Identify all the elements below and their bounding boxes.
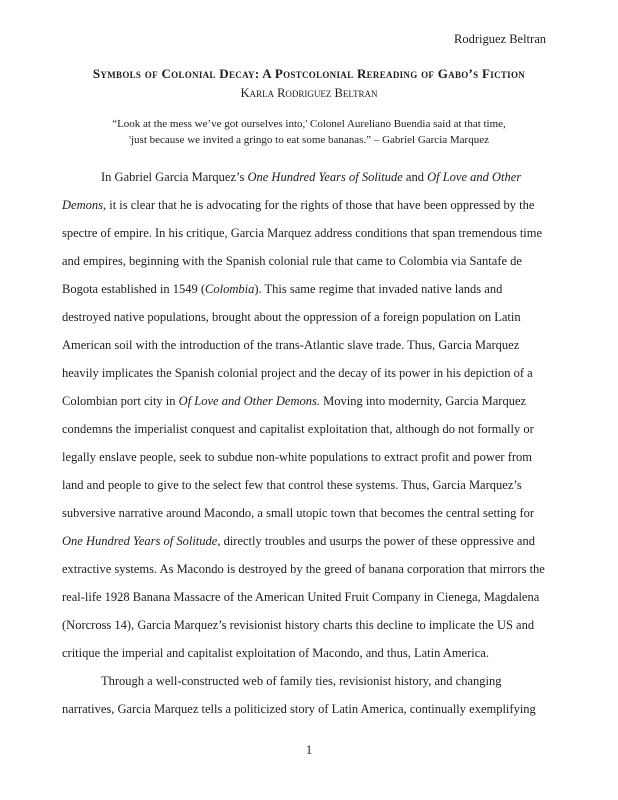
body-line [62, 583, 562, 611]
body-line [62, 219, 562, 247]
body-text-segment: extractive systems. As Macondo is destroyed by the greed of banana corporation that mirrors the [62, 562, 545, 576]
body-line [62, 527, 562, 555]
body-text-segment: Moving into modernity, Garcia Marquez [319, 394, 527, 408]
body-line [62, 695, 562, 723]
body-line [62, 331, 562, 359]
body-text-segment: subversive narrative around Macondo, a small utopic town that becomes the central setting for [62, 506, 535, 520]
body-line [62, 611, 562, 639]
body-line [62, 387, 562, 415]
body-text-segment: and [402, 170, 428, 184]
body-line [62, 247, 562, 275]
italic-text: Demons [62, 198, 103, 212]
body-text-segment: Colombian port city in [62, 394, 179, 408]
body-line [62, 639, 562, 667]
body-text-segment: heavily implicates the Spanish colonial project and the decay of its power in his depiction of a [62, 366, 533, 380]
body-line [62, 555, 562, 583]
body-text-segment: legally enslave people, seek to subdue non-white populations to extract profit and power from [62, 450, 533, 464]
body-text-segment: , it is clear that he is advocating for the rights of those that have been oppressed by the [102, 198, 535, 212]
body-line [62, 415, 562, 443]
body-text [62, 163, 562, 723]
body-text-segment: condemns the imperialist conquest and capitalist exploitation that, although do not formally or [62, 422, 534, 436]
body-text-segment: critique the imperial and capitalist exploitation of Macondo, and thus, Latin America. [62, 646, 489, 660]
body-text-segment: directly troubles and usurps the power of these oppressive and [220, 534, 535, 548]
body-line [62, 443, 562, 471]
body-text-segment: land and people to give to the select few that control these systems. Thus, Garcia Marquez’s [62, 478, 522, 492]
author-byline: Karla Rodriguez Beltran [240, 86, 378, 100]
body-text-segment: In Gabriel Garcia Marquez’s [101, 170, 248, 184]
body-line [62, 471, 562, 499]
italic-text: Colombia [205, 282, 255, 296]
epigraph [0, 117, 618, 148]
body-text-segment: Bogota established in 1549 ( [62, 282, 206, 296]
body-line [62, 667, 562, 695]
body-text-segment: spectre of empire. In his critique, Garcia Marquez address conditions that span tremendous time [62, 226, 543, 240]
body-line [62, 303, 562, 331]
italic-text: Of Love and Other [427, 170, 522, 184]
body-line [62, 275, 562, 303]
italic-text: One Hundred Years of Solitude [247, 170, 403, 184]
body-text-segment: and empires, beginning with the Spanish colonial rule that came to Colombia via Santafe de [62, 254, 522, 268]
body-line [62, 499, 562, 527]
italic-text: Of Love and Other Demons. [178, 394, 320, 408]
body-line [62, 163, 562, 191]
epigraph-line-1: “Look at the mess we’ve got ourselves into,' Colonel Aureliano Buendia said at that time, [112, 118, 506, 130]
paper-title: Symbols of Colonial Decay: A Postcolonial Rereading of Gabo’s Fiction [92, 66, 526, 81]
body-text-segment: American soil with the introduction of the trans-Atlantic slave trade. Thus, Garcia Marquez [62, 338, 520, 352]
body-text-segment: (Norcross 14), Garcia Marquez’s revisionist history charts this decline to implicate the US and [62, 618, 535, 632]
body-line [62, 359, 562, 387]
running-header-author: Rodriguez Beltran [454, 32, 546, 46]
body-text-segment: destroyed native populations, brought about the oppression of a foreign population on Latin [62, 310, 521, 324]
page-number: 1 [305, 743, 313, 757]
epigraph-line-2: 'just because we invited a gringo to eat some bananas.” – Gabriel Garcia Marquez [129, 133, 489, 146]
body-line [62, 191, 562, 219]
italic-text: One Hundred Years of Solitude, [62, 534, 221, 548]
body-text-segment: Through a well-constructed web of family ties, revisionist history, and changing [101, 674, 502, 688]
body-text-segment: ). This same regime that invaded native lands and [254, 282, 503, 296]
body-text-segment: real-life 1928 Banana Massacre of the American United Fruit Company in Cienega, Magdalena [62, 590, 540, 604]
body-text-segment: narratives, Garcia Marquez tells a politicized story of Latin America, continually exemplifying [62, 702, 536, 716]
